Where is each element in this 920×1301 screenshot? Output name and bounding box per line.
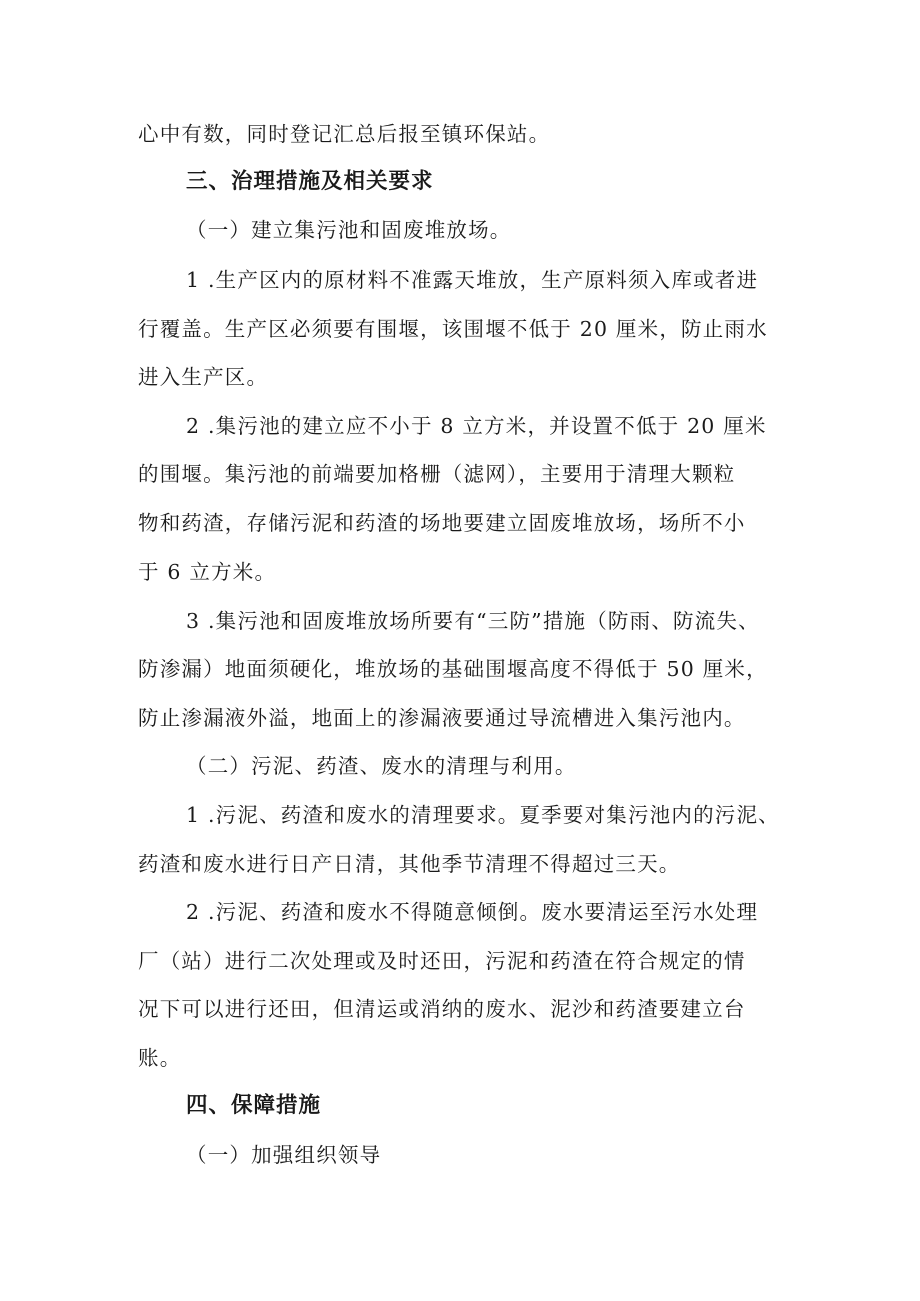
paragraph-line: 1 .污泥、药渣和废水的清理要求。夏季要对集污池内的污泥、 (186, 803, 780, 827)
subsection-heading: （一）加强组织领导 (186, 1143, 382, 1167)
paragraph-line: 账。 (138, 1046, 182, 1070)
subsection-heading: （一）建立集污池和固废堆放场。 (186, 218, 512, 242)
paragraph-line: 厂（站）进行二次处理或及时还田，污泥和药渣在符合规定的情 (138, 949, 746, 973)
paragraph-line: 1 .生产区内的原材料不准露天堆放，生产原料须入库或者进 (186, 268, 759, 292)
paragraph-line: 的围堰。集污池的前端要加格栅（滤网），主要用于清理大颗粒 (138, 462, 736, 486)
paragraph-line: 2 .污泥、药渣和废水不得随意倾倒。废水要清运至污水处理 (186, 900, 759, 924)
paragraph-line: 物和药渣，存储污泥和药渣的场地要建立固废堆放场，场所不小 (138, 511, 746, 535)
section-heading: 三、治理措施及相关要求 (186, 169, 434, 194)
paragraph-line: 防渗漏）地面须硬化，堆放场的基础围堰高度不得低于 50 厘米， (138, 657, 768, 681)
text-line: 心中有数，同时登记汇总后报至镇环保站。 (138, 122, 551, 146)
paragraph-line: 进入生产区。 (138, 365, 269, 389)
paragraph-line: 2 .集污池的建立应不小于 8 立方米，并设置不低于 20 厘米 (186, 414, 767, 438)
paragraph-line: 药渣和废水进行日产日清，其他季节清理不得超过三天。 (138, 852, 681, 876)
paragraph-line: 行覆盖。生产区必须要有围堰，该围堰不低于 20 厘米，防止雨水 (138, 317, 768, 341)
paragraph-line: 防止渗漏液外溢，地面上的渗漏液要通过导流槽进入集污池内。 (138, 706, 746, 730)
section-heading: 四、保障措施 (186, 1093, 322, 1118)
paragraph-line: 3 .集污池和固废堆放场所要有“三防”措施（防雨、防流失、 (186, 609, 760, 633)
subsection-heading: （二）污泥、药渣、废水的清理与利用。 (186, 754, 577, 778)
paragraph-line: 况下可以进行还田，但清运或消纳的废水、泥沙和药渣要建立台 (138, 997, 746, 1021)
paragraph-line: 于 6 立方米。 (138, 560, 277, 584)
